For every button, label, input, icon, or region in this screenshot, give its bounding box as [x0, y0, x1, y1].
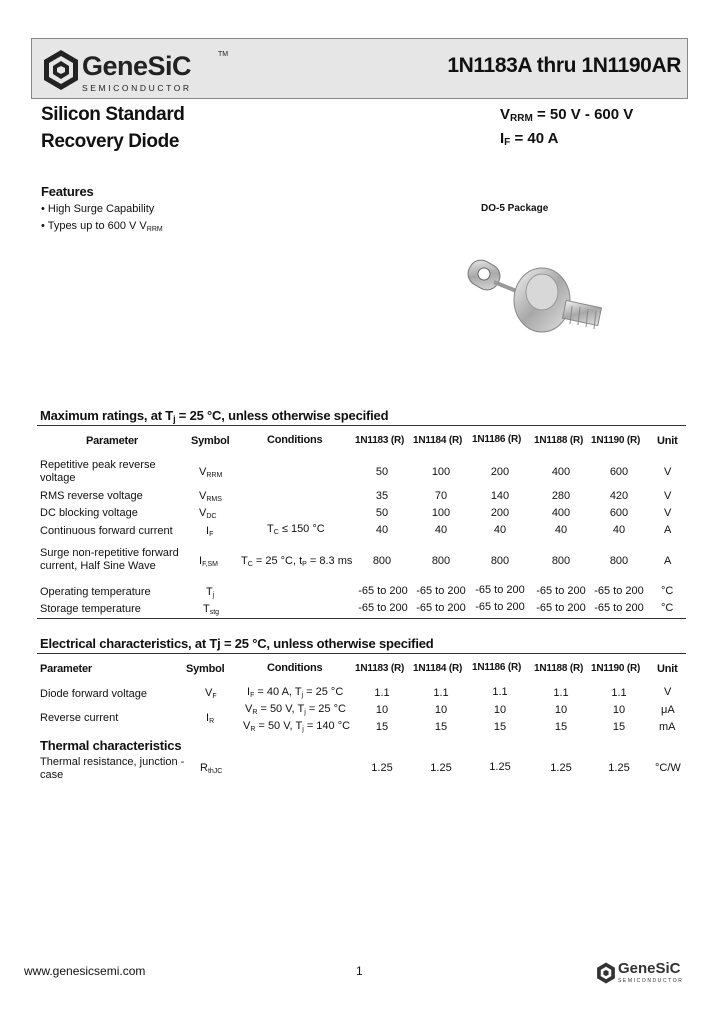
col-header-part: 1N1186 (R) — [472, 662, 522, 673]
symbol-cell: $R_{thJC}$ — [200, 762, 223, 775]
feature-item: • Types up to 600 V $V_{RRM}$ — [41, 220, 163, 233]
value-cell: -65 to 200 — [358, 585, 408, 597]
param-cell: RMS reverse voltage — [40, 490, 143, 502]
value-cell: 800 — [609, 555, 629, 567]
divider — [37, 425, 686, 426]
symbol-cell: $V_{RRM}$ — [199, 466, 223, 479]
col-header-symbol: Symbol — [186, 663, 225, 675]
logo-trademark: TM — [218, 51, 229, 58]
symbol-cell: $I_R$ — [206, 712, 215, 725]
value-cell: 600 — [609, 466, 629, 478]
value-cell: -65 to 200 — [475, 601, 525, 613]
unit-cell: V — [664, 507, 672, 519]
col-header-part: 1N1183 (R) — [355, 663, 405, 674]
value-cell: 1.1 — [374, 687, 390, 699]
footer-logo-subtitle: SEMICONDUCTOR — [618, 978, 684, 984]
param-cell: Surge non-repetitive forward current, Half Sine Wave — [40, 547, 179, 572]
param-cell: Thermal resistance, junction - case — [40, 756, 185, 781]
param-cell: Continuous forward current — [40, 525, 173, 537]
value-cell: -65 to 200 — [416, 585, 466, 597]
value-cell: 140 — [490, 490, 510, 502]
value-cell: 400 — [551, 507, 571, 519]
symbol-cell: $V_F$ — [205, 687, 217, 700]
value-cell: 35 — [375, 490, 389, 502]
unit-cell: °C — [661, 585, 674, 597]
value-cell: 100 — [431, 507, 451, 519]
value-cell: 10 — [375, 704, 389, 716]
value-cell: 50 — [375, 507, 389, 519]
condition-cell: $V_R = 50$ V, $T_j = 140$ °C — [243, 720, 351, 733]
condition-cell: $V_R = 50$ V, $T_j = 25$ °C — [245, 703, 346, 716]
thermal-heading: Thermal characteristics — [40, 738, 182, 753]
unit-cell: A — [664, 524, 672, 536]
unit-cell: μA — [661, 704, 675, 716]
value-cell: 10 — [493, 704, 507, 716]
param-cell: Operating temperature — [40, 586, 151, 598]
value-cell: 400 — [551, 466, 571, 478]
do5-package-image — [462, 252, 612, 348]
symbol-cell: $V_{DC}$ — [199, 507, 217, 520]
value-cell: 1.25 — [489, 761, 511, 773]
value-cell: 100 — [431, 466, 451, 478]
value-cell: 800 — [372, 555, 392, 567]
value-cell: 800 — [431, 555, 451, 567]
col-header-conditions: Conditions — [267, 662, 323, 674]
product-title-line2: Recovery Diode — [41, 131, 180, 152]
value-cell: 800 — [551, 555, 571, 567]
value-cell: -65 to 200 — [536, 585, 586, 597]
col-header-unit: Unit — [657, 435, 678, 447]
value-cell: 1.1 — [611, 687, 627, 699]
symbol-cell: $T_j$ — [206, 586, 215, 599]
unit-cell: V — [664, 466, 672, 478]
unit-cell: °C — [661, 602, 674, 614]
footer-logo — [596, 960, 706, 986]
value-cell: 1.1 — [553, 687, 569, 699]
value-cell: 600 — [609, 507, 629, 519]
features-heading: Features — [41, 184, 94, 199]
value-cell: 1.1 — [492, 686, 508, 698]
logo-wordmark: GeneSiC — [82, 51, 192, 81]
param-cell: DC blocking voltage — [40, 507, 138, 519]
value-cell: 10 — [612, 704, 626, 716]
value-cell: 70 — [434, 490, 448, 502]
package-label: DO-5 Package — [481, 203, 549, 214]
value-cell: 40 — [434, 524, 448, 536]
footer-url[interactable]: www.genesicsemi.com — [24, 964, 146, 978]
col-header-part: 1N1190 (R) — [591, 663, 641, 674]
value-cell: -65 to 200 — [475, 584, 525, 596]
col-header-unit: Unit — [657, 663, 678, 675]
value-cell: 50 — [375, 466, 389, 478]
param-cell: Reverse current — [40, 712, 119, 724]
col-header-part: 1N1186 (R) — [472, 434, 522, 445]
value-cell: -65 to 200 — [536, 602, 586, 614]
part-range-title: 1N1183A thru 1N1190AR — [447, 54, 681, 77]
value-cell: 1.25 — [550, 762, 572, 774]
product-title-line1: Silicon Standard — [41, 104, 185, 125]
value-cell: 15 — [493, 721, 507, 733]
value-cell: 40 — [493, 524, 507, 536]
param-cell: Storage temperature — [40, 603, 141, 615]
page-number: 1 — [356, 964, 363, 978]
value-cell: 10 — [434, 704, 448, 716]
condition-cell: $I_F = 40$ A, $T_j = 25$ °C — [247, 686, 344, 699]
col-header-symbol: Symbol — [191, 435, 230, 447]
genesic-logo-mark-icon — [596, 962, 616, 984]
value-cell: 10 — [554, 704, 568, 716]
genesic-logo — [42, 47, 242, 93]
value-cell: 1.25 — [608, 762, 630, 774]
symbol-cell: $I_F$ — [206, 525, 214, 538]
symbol-cell: $T_{stg}$ — [203, 603, 220, 616]
unit-cell: V — [664, 490, 672, 502]
value-cell: -65 to 200 — [416, 602, 466, 614]
value-cell: 15 — [554, 721, 568, 733]
col-header-part: 1N1188 (R) — [534, 663, 584, 674]
value-cell: 40 — [612, 524, 626, 536]
unit-cell: V — [664, 686, 672, 698]
col-header-part: 1N1183 (R) — [355, 435, 405, 446]
condition-cell: $T_C = 25$ °C, $t_P = 8.3$ ms — [241, 555, 353, 568]
param-cell: Diode forward voltage — [40, 688, 148, 700]
col-header-part: 1N1190 (R) — [591, 435, 641, 446]
value-cell: 200 — [490, 466, 510, 478]
value-cell: 280 — [551, 490, 571, 502]
page-header — [31, 38, 688, 99]
divider — [37, 618, 686, 619]
col-header-part: 1N1184 (R) — [413, 663, 463, 674]
symbol-cell: $V_{RMS}$ — [199, 490, 222, 503]
value-cell: 1.25 — [430, 762, 452, 774]
max-ratings-heading: Maximum ratings, at $T_j = 25$ °C, unless otherwise specified — [40, 408, 389, 424]
divider — [37, 653, 686, 654]
vrrm-spec: $V_{RRM} = 50$ V - 600 V — [500, 106, 634, 124]
value-cell: 40 — [375, 524, 389, 536]
value-cell: 1.1 — [433, 687, 449, 699]
col-header-part: 1N1188 (R) — [534, 435, 584, 446]
col-header-conditions: Conditions — [267, 434, 323, 446]
col-header-parameter: Parameter — [40, 663, 93, 675]
if-spec: $I_F = 40$ A — [500, 130, 559, 148]
value-cell: 800 — [490, 555, 510, 567]
unit-cell: A — [664, 555, 672, 567]
footer-logo-wordmark: GeneSiC — [618, 960, 681, 977]
value-cell: 15 — [375, 721, 389, 733]
value-cell: -65 to 200 — [358, 602, 408, 614]
param-cell: Repetitive peak reverse voltage — [40, 459, 156, 484]
value-cell: 15 — [434, 721, 448, 733]
value-cell: 40 — [554, 524, 568, 536]
value-cell: 15 — [612, 721, 626, 733]
genesic-logo-mark-icon — [42, 49, 80, 91]
col-header-part: 1N1184 (R) — [413, 435, 463, 446]
value-cell: -65 to 200 — [594, 585, 644, 597]
logo-subtitle: SEMICONDUCTOR — [82, 83, 192, 93]
symbol-cell: $I_{F,SM}$ — [199, 555, 219, 568]
value-cell: -65 to 200 — [594, 602, 644, 614]
condition-cell: $T_C \le 150$ °C — [267, 523, 325, 536]
electrical-heading: Electrical characteristics, at Tj = 25 °C, unless otherwise specified — [40, 636, 434, 651]
value-cell: 420 — [609, 490, 629, 502]
unit-cell: °C/W — [655, 762, 681, 774]
feature-item: • High Surge Capability — [41, 203, 155, 215]
value-cell: 1.25 — [371, 762, 393, 774]
value-cell: 200 — [490, 507, 510, 519]
unit-cell: mA — [659, 721, 676, 733]
col-header-parameter: Parameter — [86, 435, 139, 447]
